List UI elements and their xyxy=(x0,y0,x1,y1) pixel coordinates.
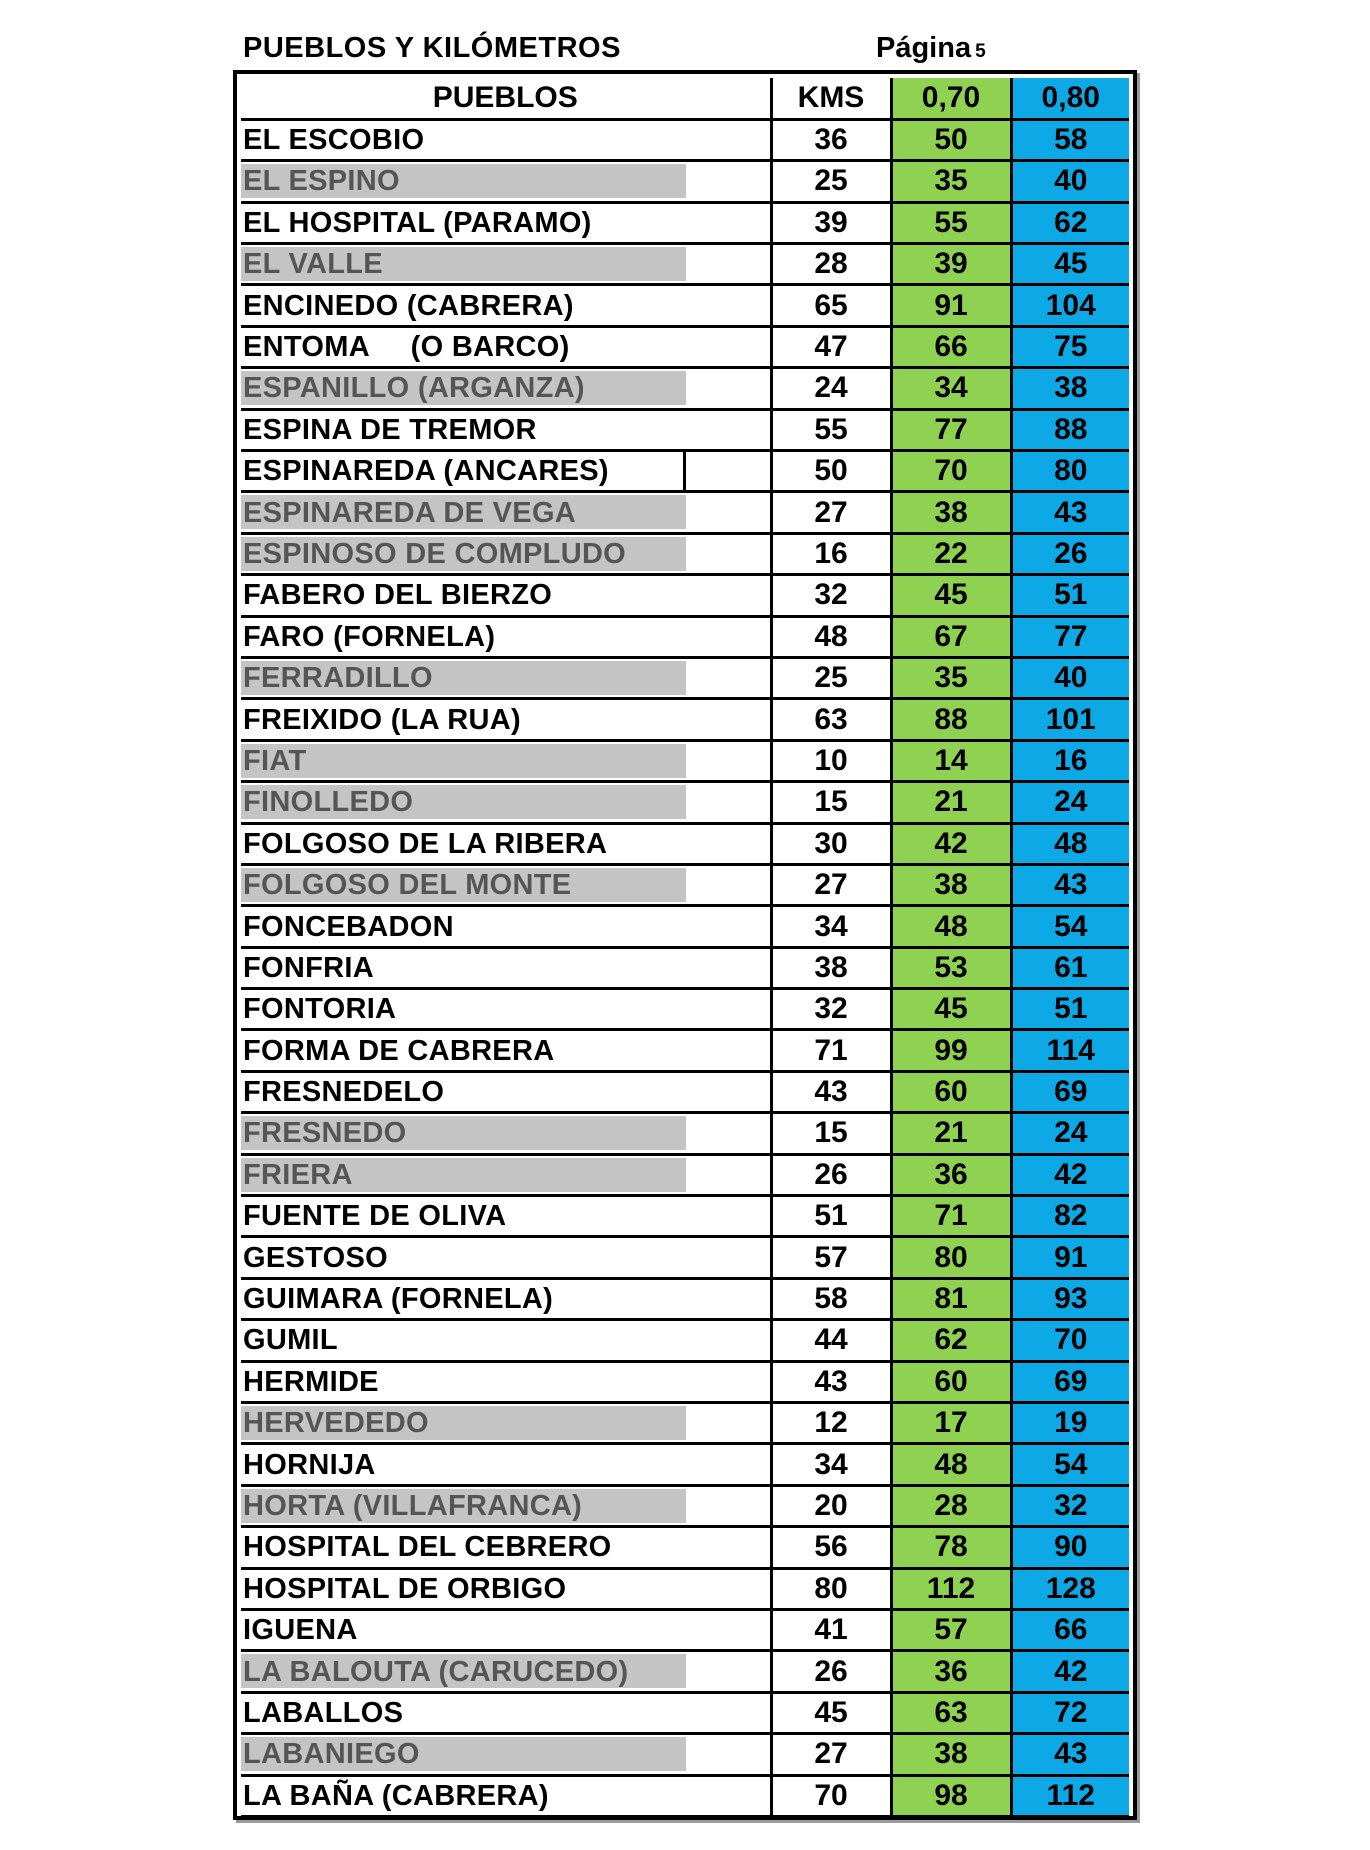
table-row xyxy=(241,1278,1129,1319)
cell-kms: 32 xyxy=(771,575,891,616)
table-row xyxy=(241,1609,1129,1650)
cell-rate-080: 19 xyxy=(1011,1403,1129,1444)
pueblo-name: EL ESCOBIO xyxy=(243,124,425,157)
cell-pueblo xyxy=(241,1444,771,1485)
cell-pueblo xyxy=(241,906,771,947)
cell-pueblo xyxy=(241,451,771,492)
cell-kms: 15 xyxy=(771,1113,891,1154)
cell-rate-080: 114 xyxy=(1011,1030,1129,1071)
cell-pueblo xyxy=(241,244,771,285)
table-row xyxy=(241,1154,1129,1195)
cell-rate-070: 99 xyxy=(891,1030,1011,1071)
cell-pueblo xyxy=(241,409,771,450)
cell-kms: 26 xyxy=(771,1154,891,1195)
cell-rate-070: 91 xyxy=(891,285,1011,326)
cell-rate-080: 45 xyxy=(1011,244,1129,285)
pueblo-name: HORTA (VILLAFRANCA) xyxy=(243,1489,583,1522)
cell-kms: 12 xyxy=(771,1403,891,1444)
cell-pueblo xyxy=(241,533,771,574)
cell-pueblo xyxy=(241,1527,771,1568)
cell-rate-080: 70 xyxy=(1011,1320,1129,1361)
cell-rate-070: 77 xyxy=(891,409,1011,450)
cell-pueblo xyxy=(241,1154,771,1195)
table-row xyxy=(241,1444,1129,1485)
cell-pueblo xyxy=(241,575,771,616)
table-row xyxy=(241,740,1129,781)
cell-kms: 26 xyxy=(771,1651,891,1692)
table-row xyxy=(241,1071,1129,1112)
page-heading xyxy=(243,32,1133,72)
cell-kms: 43 xyxy=(771,1361,891,1402)
cell-rate-070: 21 xyxy=(891,782,1011,823)
cell-rate-080: 93 xyxy=(1011,1278,1129,1319)
cell-kms: 27 xyxy=(771,492,891,533)
pueblo-name: FIAT xyxy=(243,744,307,777)
cell-pueblo xyxy=(241,1485,771,1526)
column-header-pueblos: PUEBLOS xyxy=(241,78,771,119)
cell-pueblo xyxy=(241,285,771,326)
cell-rate-070: 42 xyxy=(891,823,1011,864)
cell-kms: 25 xyxy=(771,657,891,698)
table-row xyxy=(241,202,1129,243)
table-row xyxy=(241,368,1129,409)
cell-kms: 15 xyxy=(771,782,891,823)
table-row xyxy=(241,161,1129,202)
cell-rate-070: 66 xyxy=(891,326,1011,367)
cell-rate-070: 14 xyxy=(891,740,1011,781)
cell-kms: 47 xyxy=(771,326,891,367)
distance-table-frame xyxy=(233,70,1137,1820)
cell-rate-070: 55 xyxy=(891,202,1011,243)
cell-kms: 27 xyxy=(771,1734,891,1775)
cell-rate-080: 42 xyxy=(1011,1154,1129,1195)
cell-kms: 63 xyxy=(771,699,891,740)
cell-rate-080: 54 xyxy=(1011,906,1129,947)
table-row xyxy=(241,119,1129,160)
cell-rate-070: 38 xyxy=(891,864,1011,905)
cell-pueblo xyxy=(241,782,771,823)
table-row xyxy=(241,244,1129,285)
cell-rate-080: 88 xyxy=(1011,409,1129,450)
cell-rate-070: 67 xyxy=(891,616,1011,657)
table-row xyxy=(241,1485,1129,1526)
cell-rate-070: 22 xyxy=(891,533,1011,574)
cell-rate-070: 38 xyxy=(891,1734,1011,1775)
cell-pueblo xyxy=(241,492,771,533)
row-highlight xyxy=(241,744,686,778)
page-indicator xyxy=(876,32,986,65)
cell-kms: 71 xyxy=(771,1030,891,1071)
cell-rate-070: 34 xyxy=(891,368,1011,409)
cell-rate-080: 62 xyxy=(1011,202,1129,243)
cell-rate-080: 48 xyxy=(1011,823,1129,864)
cell-rate-070: 38 xyxy=(891,492,1011,533)
cell-rate-080: 82 xyxy=(1011,1196,1129,1237)
cell-rate-070: 62 xyxy=(891,1320,1011,1361)
cell-pueblo xyxy=(241,119,771,160)
table-row xyxy=(241,823,1129,864)
cell-kms: 28 xyxy=(771,244,891,285)
cell-pueblo xyxy=(241,657,771,698)
cell-rate-080: 43 xyxy=(1011,864,1129,905)
table-row xyxy=(241,699,1129,740)
table-row xyxy=(241,1237,1129,1278)
pueblo-name: FONCEBADON xyxy=(243,910,454,943)
cell-pueblo xyxy=(241,1196,771,1237)
cell-rate-070: 88 xyxy=(891,699,1011,740)
cell-pueblo xyxy=(241,1320,771,1361)
cell-pueblo xyxy=(241,1071,771,1112)
cell-pueblo xyxy=(241,326,771,367)
cell-pueblo xyxy=(241,699,771,740)
cell-rate-070: 71 xyxy=(891,1196,1011,1237)
table-row xyxy=(241,1651,1129,1692)
pueblo-name: FREIXIDO (LA RUA) xyxy=(243,703,521,736)
cell-rate-080: 75 xyxy=(1011,326,1129,367)
pueblo-name: HERMIDE xyxy=(243,1365,379,1398)
pueblo-name: FONFRIA xyxy=(243,951,374,984)
cell-rate-070: 36 xyxy=(891,1154,1011,1195)
cell-kms: 48 xyxy=(771,616,891,657)
cell-pueblo xyxy=(241,1692,771,1733)
pueblo-name: FINOLLEDO xyxy=(243,786,414,819)
cell-kms: 56 xyxy=(771,1527,891,1568)
table-row xyxy=(241,285,1129,326)
cell-rate-070: 45 xyxy=(891,575,1011,616)
cell-pueblo xyxy=(241,947,771,988)
cell-kms: 30 xyxy=(771,823,891,864)
table-row xyxy=(241,409,1129,450)
cell-rate-070: 53 xyxy=(891,947,1011,988)
pueblo-name: ESPINAREDA (ANCARES) xyxy=(243,455,609,488)
cell-rate-070: 35 xyxy=(891,161,1011,202)
cell-rate-080: 54 xyxy=(1011,1444,1129,1485)
cell-pueblo xyxy=(241,368,771,409)
pueblo-name: FORMA DE CABRERA xyxy=(243,1034,555,1067)
cell-rate-070: 45 xyxy=(891,989,1011,1030)
pueblo-name: FONTORIA xyxy=(243,993,397,1026)
table-row xyxy=(241,1403,1129,1444)
cell-pueblo xyxy=(241,161,771,202)
column-header-kms: KMS xyxy=(771,78,891,119)
pueblo-name: ENTOMA (O BARCO) xyxy=(243,331,570,364)
cell-kms: 24 xyxy=(771,368,891,409)
pueblo-name: LA BALOUTA (CARUCEDO) xyxy=(243,1655,629,1688)
pueblo-name: FRESNEDO xyxy=(243,1117,407,1150)
table-row xyxy=(241,575,1129,616)
cell-rate-070: 48 xyxy=(891,906,1011,947)
table-header-row xyxy=(241,78,1129,119)
cell-rate-070: 63 xyxy=(891,1692,1011,1733)
pueblo-name: FRIERA xyxy=(243,1158,353,1191)
cell-rate-070: 70 xyxy=(891,451,1011,492)
cell-kms: 36 xyxy=(771,119,891,160)
document-title: PUEBLOS Y KILÓMETROS xyxy=(243,32,621,64)
pueblo-name: ESPINOSO DE COMPLUDO xyxy=(243,537,627,570)
cell-pueblo xyxy=(241,1734,771,1775)
cell-pueblo xyxy=(241,1361,771,1402)
pueblo-name: LABALLOS xyxy=(243,1696,404,1729)
cell-kms: 39 xyxy=(771,202,891,243)
cell-rate-080: 26 xyxy=(1011,533,1129,574)
pueblo-name: ESPANILLO (ARGANZA) xyxy=(243,372,585,405)
cell-rate-070: 57 xyxy=(891,1609,1011,1650)
cell-kms: 38 xyxy=(771,947,891,988)
cell-kms: 57 xyxy=(771,1237,891,1278)
cell-kms: 58 xyxy=(771,1278,891,1319)
page-number: 5 xyxy=(975,41,986,62)
cell-rate-070: 36 xyxy=(891,1651,1011,1692)
cell-rate-080: 101 xyxy=(1011,699,1129,740)
cell-kms: 32 xyxy=(771,989,891,1030)
table-row xyxy=(241,1030,1129,1071)
cell-pueblo xyxy=(241,1030,771,1071)
table-row xyxy=(241,492,1129,533)
cell-kms: 41 xyxy=(771,1609,891,1650)
table-row xyxy=(241,1361,1129,1402)
cell-rate-080: 80 xyxy=(1011,451,1129,492)
cell-kms: 65 xyxy=(771,285,891,326)
cell-pueblo xyxy=(241,202,771,243)
cell-rate-070: 98 xyxy=(891,1775,1011,1816)
table-row xyxy=(241,1113,1129,1154)
cell-pueblo xyxy=(241,1609,771,1650)
cell-rate-070: 35 xyxy=(891,657,1011,698)
pueblo-name: GESTOSO xyxy=(243,1241,388,1274)
cell-rate-080: 16 xyxy=(1011,740,1129,781)
cell-rate-080: 24 xyxy=(1011,782,1129,823)
cell-pueblo xyxy=(241,989,771,1030)
cell-rate-070: 17 xyxy=(891,1403,1011,1444)
cell-rate-070: 50 xyxy=(891,119,1011,160)
pueblo-name: ENCINEDO (CABRERA) xyxy=(243,289,574,322)
cell-rate-080: 128 xyxy=(1011,1568,1129,1609)
cell-pueblo xyxy=(241,740,771,781)
cell-rate-080: 91 xyxy=(1011,1237,1129,1278)
column-header-rate-080: 0,80 xyxy=(1011,78,1129,119)
table-body xyxy=(241,119,1129,1816)
pueblo-name: FARO (FORNELA) xyxy=(243,620,496,653)
cell-kms: 50 xyxy=(771,451,891,492)
pueblo-name: LABANIEGO xyxy=(243,1738,420,1771)
cell-rate-070: 21 xyxy=(891,1113,1011,1154)
cell-rate-080: 66 xyxy=(1011,1609,1129,1650)
table-row xyxy=(241,782,1129,823)
table-row xyxy=(241,451,1129,492)
cell-pueblo xyxy=(241,864,771,905)
cell-pueblo xyxy=(241,823,771,864)
cell-kms: 34 xyxy=(771,1444,891,1485)
pueblo-name: GUIMARA (FORNELA) xyxy=(243,1283,554,1316)
cell-rate-080: 51 xyxy=(1011,989,1129,1030)
cell-rate-080: 38 xyxy=(1011,368,1129,409)
cell-kms: 70 xyxy=(771,1775,891,1816)
cell-rate-080: 77 xyxy=(1011,616,1129,657)
cell-rate-070: 60 xyxy=(891,1361,1011,1402)
pueblo-name: HOSPITAL DE ORBIGO xyxy=(243,1572,567,1605)
cell-rate-080: 69 xyxy=(1011,1361,1129,1402)
pueblo-name: ESPINAREDA DE VEGA xyxy=(243,496,577,529)
table-row xyxy=(241,864,1129,905)
cell-kms: 43 xyxy=(771,1071,891,1112)
table-row xyxy=(241,1320,1129,1361)
table-row xyxy=(241,1568,1129,1609)
cell-rate-080: 104 xyxy=(1011,285,1129,326)
pueblo-name: HORNIJA xyxy=(243,1448,376,1481)
table-row xyxy=(241,947,1129,988)
cell-rate-080: 42 xyxy=(1011,1651,1129,1692)
cell-rate-080: 43 xyxy=(1011,492,1129,533)
table-row xyxy=(241,533,1129,574)
table-row xyxy=(241,326,1129,367)
pueblo-name: HERVEDEDO xyxy=(243,1407,429,1440)
cell-rate-080: 90 xyxy=(1011,1527,1129,1568)
pueblo-name: FERRADILLO xyxy=(243,662,433,695)
cell-rate-080: 112 xyxy=(1011,1775,1129,1816)
pueblo-name: FABERO DEL BIERZO xyxy=(243,579,553,612)
cell-kms: 16 xyxy=(771,533,891,574)
cell-rate-080: 43 xyxy=(1011,1734,1129,1775)
cell-kms: 51 xyxy=(771,1196,891,1237)
cell-rate-080: 40 xyxy=(1011,161,1129,202)
table-row xyxy=(241,1196,1129,1237)
cell-kms: 20 xyxy=(771,1485,891,1526)
cell-rate-070: 48 xyxy=(891,1444,1011,1485)
column-header-rate-070: 0,70 xyxy=(891,78,1011,119)
cell-pueblo xyxy=(241,1403,771,1444)
cell-rate-070: 81 xyxy=(891,1278,1011,1319)
pueblo-name: ESPINA DE TREMOR xyxy=(243,413,537,446)
cell-rate-070: 78 xyxy=(891,1527,1011,1568)
cell-rate-080: 72 xyxy=(1011,1692,1129,1733)
table-row xyxy=(241,906,1129,947)
cell-kms: 25 xyxy=(771,161,891,202)
cell-rate-080: 32 xyxy=(1011,1485,1129,1526)
table-row xyxy=(241,1527,1129,1568)
cell-rate-080: 40 xyxy=(1011,657,1129,698)
cell-kms: 10 xyxy=(771,740,891,781)
cell-rate-080: 51 xyxy=(1011,575,1129,616)
cell-pueblo xyxy=(241,1278,771,1319)
page-label: Página xyxy=(876,32,972,64)
table-row xyxy=(241,616,1129,657)
cell-rate-070: 39 xyxy=(891,244,1011,285)
cell-pueblo xyxy=(241,1568,771,1609)
cell-kms: 80 xyxy=(771,1568,891,1609)
pueblo-name: FOLGOSO DEL MONTE xyxy=(243,869,572,902)
table-row xyxy=(241,989,1129,1030)
cell-kms: 45 xyxy=(771,1692,891,1733)
cell-kms: 55 xyxy=(771,409,891,450)
table-row xyxy=(241,1734,1129,1775)
cell-kms: 27 xyxy=(771,864,891,905)
pueblo-name: FOLGOSO DE LA RIBERA xyxy=(243,827,608,860)
cell-kms: 34 xyxy=(771,906,891,947)
table-row xyxy=(241,657,1129,698)
pueblo-name: EL ESPINO xyxy=(243,165,400,198)
cell-kms: 44 xyxy=(771,1320,891,1361)
cell-rate-080: 58 xyxy=(1011,119,1129,160)
cell-pueblo xyxy=(241,616,771,657)
cell-pueblo xyxy=(241,1651,771,1692)
cell-rate-080: 69 xyxy=(1011,1071,1129,1112)
pueblo-name: GUMIL xyxy=(243,1324,338,1357)
distance-table xyxy=(241,78,1129,1818)
pueblo-name: FRESNEDELO xyxy=(243,1076,445,1109)
cell-rate-080: 24 xyxy=(1011,1113,1129,1154)
pueblo-name: IGUENA xyxy=(243,1614,358,1647)
pueblo-name: LA BAÑA (CABRERA) xyxy=(243,1779,549,1812)
cell-pueblo xyxy=(241,1113,771,1154)
pueblo-name: HOSPITAL DEL CEBRERO xyxy=(243,1531,612,1564)
cell-rate-080: 61 xyxy=(1011,947,1129,988)
cell-pueblo xyxy=(241,1775,771,1816)
cell-rate-070: 60 xyxy=(891,1071,1011,1112)
table-row xyxy=(241,1775,1129,1816)
table-row xyxy=(241,1692,1129,1733)
cell-rate-070: 112 xyxy=(891,1568,1011,1609)
cell-rate-070: 28 xyxy=(891,1485,1011,1526)
pueblo-name: EL VALLE xyxy=(243,248,383,281)
pueblo-name: EL HOSPITAL (PARAMO) xyxy=(243,206,592,239)
cell-rate-070: 80 xyxy=(891,1237,1011,1278)
cell-pueblo xyxy=(241,1237,771,1278)
pueblo-name: FUENTE DE OLIVA xyxy=(243,1200,507,1233)
